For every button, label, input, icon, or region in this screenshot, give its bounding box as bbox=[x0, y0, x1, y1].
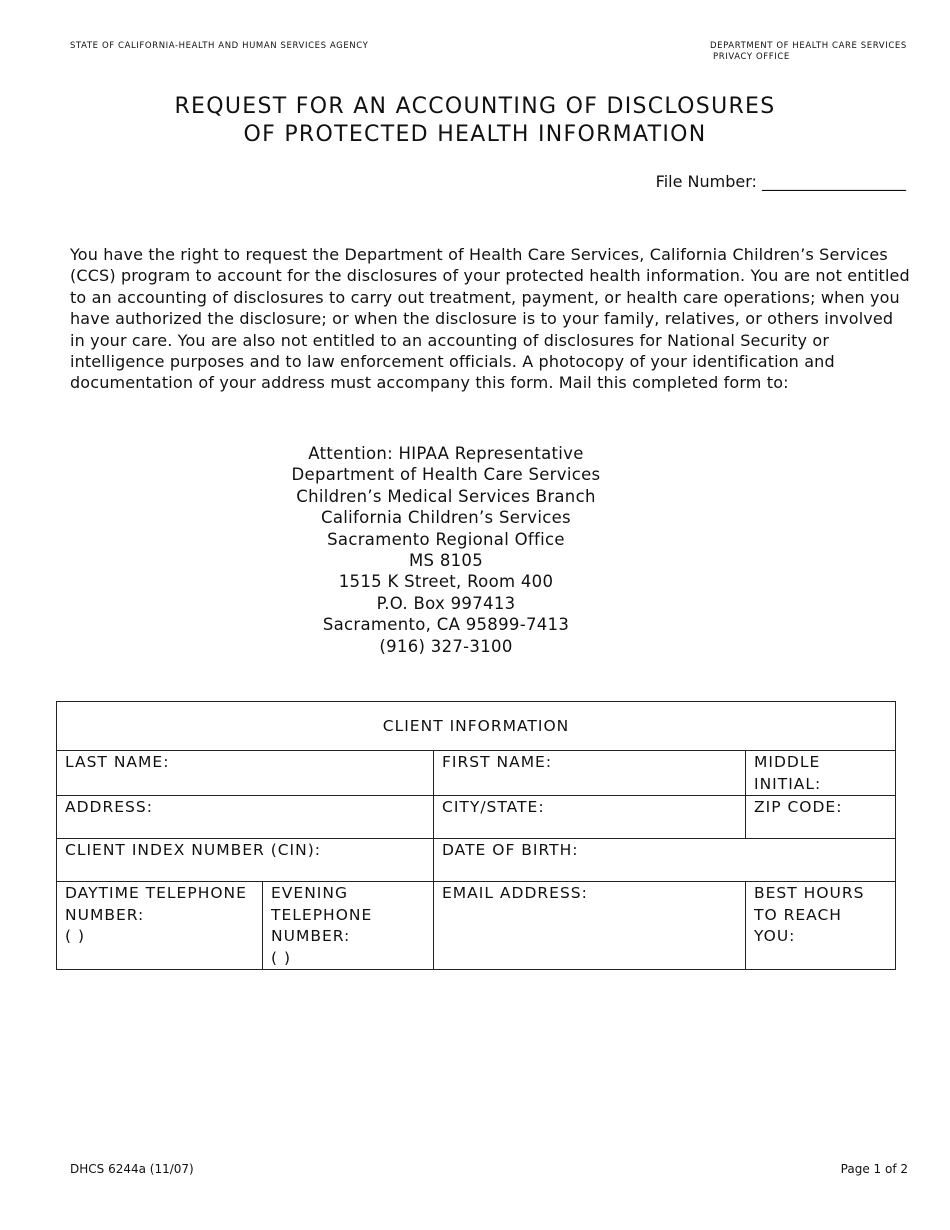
table-heading: CLIENT INFORMATION bbox=[57, 702, 896, 751]
evening-phone-label: EVENING TELEPHONE NUMBER: bbox=[271, 884, 373, 945]
address-line: Children’s Medical Services Branch bbox=[296, 486, 596, 506]
department-line: DEPARTMENT OF HEALTH CARE SERVICES bbox=[710, 41, 907, 51]
address-line: Attention: HIPAA Representative bbox=[308, 444, 584, 463]
department-name bbox=[710, 41, 907, 63]
address-line: 1515 K Street, Room 400 bbox=[338, 572, 554, 592]
last-name-field[interactable]: LAST NAME: bbox=[57, 751, 434, 796]
mailing-address bbox=[248, 443, 644, 657]
address-line: California Children’s Services bbox=[321, 508, 571, 528]
title-line-1: REQUEST FOR AN ACCOUNTING OF DISCLOSURES bbox=[174, 94, 776, 119]
title-line-2: OF PROTECTED HEALTH INFORMATION bbox=[243, 122, 707, 147]
form-title bbox=[0, 93, 950, 149]
address-line: MS 8105 bbox=[408, 551, 484, 571]
agency-name: STATE OF CALIFORNIA-HEALTH AND HUMAN SERVICES AGENCY bbox=[70, 41, 369, 51]
email-address-field[interactable]: EMAIL ADDRESS: bbox=[434, 882, 746, 970]
date-of-birth-field[interactable]: DATE OF BIRTH: bbox=[434, 839, 896, 882]
area-code-parens: ( ) bbox=[271, 948, 292, 967]
file-number-field[interactable]: File Number: __________________ bbox=[655, 172, 906, 191]
city-state-field[interactable]: CITY/STATE: bbox=[434, 796, 746, 839]
address-line: Sacramento, CA 95899-7413 bbox=[322, 615, 570, 635]
area-code-parens: ( ) bbox=[65, 927, 86, 945]
cin-field[interactable]: CLIENT INDEX NUMBER (CIN): bbox=[57, 839, 434, 882]
client-information-table bbox=[56, 701, 896, 970]
address-line: Sacramento Regional Office bbox=[327, 529, 565, 549]
office-line: PRIVACY OFFICE bbox=[713, 52, 790, 62]
intro-paragraph: You have the right to request the Department of Health Care Services, California Children’s Services (CCS) program to account for the disclosures of your protected health information. You are not entitled to an accounting of disclosures to carry out treatment, payment, or health care operations; when you have authorized the disclosure; or when the disclosure is to your family, relatives, or others involved in your care. You are also not entitled to an accounting of disclosures for National Security or intelligence purposes and to law enforcement officials. A photocopy of your identification and documentation of your address must accompany this form. Mail this completed form to: bbox=[70, 245, 910, 393]
daytime-phone-field[interactable] bbox=[57, 882, 263, 970]
address-line: Department of Health Care Services bbox=[291, 465, 601, 485]
address-field[interactable]: ADDRESS: bbox=[57, 796, 434, 839]
best-hours-field[interactable]: BEST HOURS TO REACH YOU: bbox=[746, 882, 896, 970]
daytime-phone-label: DAYTIME TELEPHONE NUMBER: bbox=[65, 884, 247, 924]
address-line: (916) 327-3100 bbox=[379, 636, 513, 656]
address-line: P.O. Box 997413 bbox=[376, 593, 516, 613]
zip-code-field[interactable]: ZIP CODE: bbox=[746, 796, 896, 839]
form-id: DHCS 6244a (11/07) bbox=[70, 1162, 194, 1176]
first-name-field[interactable]: FIRST NAME: bbox=[434, 751, 746, 796]
evening-phone-field[interactable] bbox=[263, 882, 434, 970]
middle-initial-field[interactable]: MIDDLE INITIAL: bbox=[746, 751, 896, 796]
page-number: Page 1 of 2 bbox=[840, 1162, 908, 1176]
